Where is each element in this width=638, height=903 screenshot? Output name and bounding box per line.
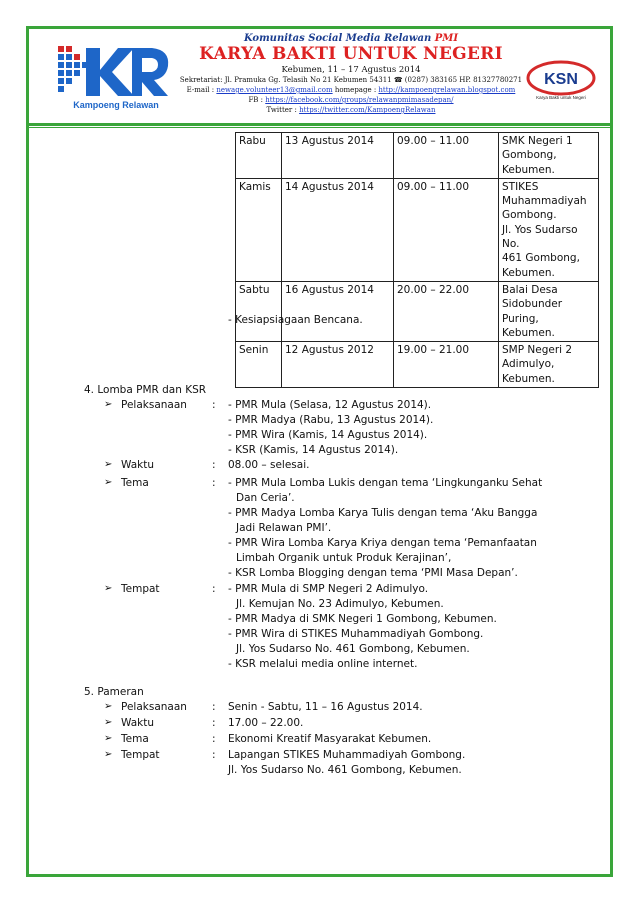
cell-time: 09.00 – 11.00 bbox=[394, 133, 499, 179]
tempat-line: Jl. Yos Sudarso No. 461 Gombong, Kebumen. bbox=[228, 764, 462, 776]
tempat-label: Tempat bbox=[121, 583, 160, 595]
waktu-value: 17.00 – 22.00. bbox=[228, 717, 304, 729]
tema-line: Limbah Organik untuk Produk Kerajinan’, bbox=[236, 552, 452, 564]
tempat-line: - PMR Mula di SMP Negeri 2 Adimulyo. bbox=[228, 583, 429, 595]
colon: : bbox=[212, 477, 216, 489]
cell-day: Kamis bbox=[236, 178, 282, 281]
pelaksanaan-label: Pelaksanaan bbox=[121, 399, 187, 411]
schedule-table-2 bbox=[235, 341, 599, 388]
waktu-label: Waktu bbox=[121, 717, 154, 729]
table-row bbox=[236, 133, 599, 179]
table-row bbox=[236, 342, 599, 388]
pelaksanaan-line: - PMR Wira (Kamis, 14 Agustus 2014). bbox=[228, 429, 428, 441]
colon: : bbox=[212, 583, 216, 595]
letterhead-title: KARYA BAKTI UNTUK NEGERI bbox=[199, 44, 503, 64]
bullet-arrow-icon: ➢ bbox=[104, 749, 113, 760]
tema-value: Ekonomi Kreatif Masyarakat Kebumen. bbox=[228, 733, 432, 745]
tema-line: - PMR Mula Lomba Lukis dengan tema ‘Lingkunganku Sehat bbox=[228, 477, 543, 489]
bullet-arrow-icon: ➢ bbox=[104, 459, 113, 470]
logo-right-text: KSN bbox=[544, 71, 578, 88]
community-name: Komunitas Social Media Relawan PMI bbox=[243, 33, 459, 44]
colon: : bbox=[212, 399, 216, 411]
tempat-line: - KSR melalui media online internet. bbox=[228, 658, 418, 670]
pelaksanaan-value: Senin - Sabtu, 11 – 16 Agustus 2014. bbox=[228, 701, 423, 713]
tempat-line: Jl. Kemujan No. 23 Adimulyo, Kebumen. bbox=[236, 598, 444, 610]
table-row bbox=[236, 178, 599, 281]
tempat-line: Lapangan STIKES Muhammadiyah Gombong. bbox=[228, 749, 466, 761]
cell-date: 13 Agustus 2014 bbox=[282, 133, 394, 179]
bullet-arrow-icon: ➢ bbox=[104, 583, 113, 594]
cell-time: 20.00 – 22.00 bbox=[394, 281, 499, 341]
tema-line: - KSR Lomba Blogging dengan tema ‘PMI Masa Depan’. bbox=[228, 567, 518, 579]
cell-date: 16 Agustus 2014 bbox=[282, 281, 394, 341]
bullet-arrow-icon: ➢ bbox=[104, 477, 113, 488]
colon: : bbox=[212, 459, 216, 471]
table-row bbox=[236, 281, 599, 341]
bullet-arrow-icon: ➢ bbox=[104, 733, 113, 744]
cell-place: SMP Negeri 2 Adimulyo, Kebumen. bbox=[499, 342, 599, 388]
tema-label: Tema bbox=[121, 477, 149, 489]
tempat-line: - PMR Madya di SMK Negeri 1 Gombong, Kebumen. bbox=[228, 613, 497, 625]
logo-right-caption: Karya Bakti untuk Negeri bbox=[536, 95, 586, 100]
cell-time: 09.00 – 11.00 bbox=[394, 178, 499, 281]
tema-label: Tema bbox=[121, 733, 149, 745]
tema-line: Jadi Relawan PMI’. bbox=[236, 522, 332, 534]
letterhead-twitter: Twitter : https://twitter.com/KampoengRelawan bbox=[266, 106, 436, 114]
header-rule-thin bbox=[29, 127, 610, 128]
logo-left-caption: Kampoeng Relawan bbox=[73, 100, 159, 110]
cell-day: Senin bbox=[236, 342, 282, 388]
tema-line: - PMR Madya Lomba Karya Tulis dengan tema ‘Aku Bangga bbox=[228, 507, 538, 519]
cell-date: 12 Agustus 2012 bbox=[282, 342, 394, 388]
fb-link[interactable]: https://facebook.com/groups/relawanpmimasadepan/ bbox=[265, 96, 454, 104]
cell-place: STIKES Muhammadiyah Gombong. Jl. Yos Sudarso No. 461 Gombong, Kebumen. bbox=[499, 178, 599, 281]
homepage-link[interactable]: http://kampoengrelawan.blogspot.com bbox=[378, 86, 516, 94]
section-4-heading: 4. Lomba PMR dan KSR bbox=[84, 384, 207, 396]
section-5-heading: 5. Pameran bbox=[84, 686, 144, 698]
colon: : bbox=[212, 733, 216, 745]
bullet-arrow-icon: ➢ bbox=[104, 399, 113, 410]
email-link[interactable]: newage.volunteer13@gmail.com bbox=[216, 86, 333, 94]
tema-line: Dan Ceria’. bbox=[236, 492, 295, 504]
pelaksanaan-line: - PMR Mula (Selasa, 12 Agustus 2014). bbox=[228, 399, 432, 411]
bullet-arrow-icon: ➢ bbox=[104, 717, 113, 728]
cell-time: 19.00 – 21.00 bbox=[394, 342, 499, 388]
cell-day: Rabu bbox=[236, 133, 282, 179]
header-rule bbox=[29, 123, 610, 126]
tempat-line: Jl. Yos Sudarso No. 461 Gombong, Kebumen. bbox=[236, 643, 470, 655]
pelaksanaan-line: - KSR (Kamis, 14 Agustus 2014). bbox=[228, 444, 399, 456]
letterhead-contacts: E-mail : newage.volunteer13@gmail.com homepage : http://kampoengrelawan.blogspot.com bbox=[186, 86, 516, 94]
cell-place: Balai Desa Sidobunder Puring, Kebumen. bbox=[499, 281, 599, 341]
cell-date: 14 Agustus 2014 bbox=[282, 178, 394, 281]
waktu-value: 08.00 – selesai. bbox=[228, 459, 310, 471]
cell-place: SMK Negeri 1 Gombong, Kebumen. bbox=[499, 133, 599, 179]
colon: : bbox=[212, 701, 216, 713]
letterhead-date: Kebumen, 11 – 17 Agustus 2014 bbox=[281, 65, 421, 75]
schedule-table-1 bbox=[235, 132, 599, 342]
tempat-line: - PMR Wira di STIKES Muhammadiyah Gombong. bbox=[228, 628, 484, 640]
twitter-link[interactable]: https://twitter.com/KampoengRelawan bbox=[299, 106, 436, 114]
pelaksanaan-label: Pelaksanaan bbox=[121, 701, 187, 713]
tema-line: - PMR Wira Lomba Karya Kriya dengan tema ‘Pemanfaatan bbox=[228, 537, 537, 549]
kampoeng-relawan-logo bbox=[56, 40, 176, 115]
colon: : bbox=[212, 749, 216, 761]
letterhead-fb: FB : https://facebook.com/groups/relawanpmimasadepan/ bbox=[248, 96, 454, 104]
kesiapsiagaan-label: - Kesiapsiagaan Bencana. bbox=[228, 314, 363, 326]
tempat-label: Tempat bbox=[121, 749, 160, 761]
cell-day: Sabtu bbox=[236, 281, 282, 341]
ksn-logo bbox=[526, 60, 596, 100]
pelaksanaan-line: - PMR Madya (Rabu, 13 Agustus 2014). bbox=[228, 414, 434, 426]
bullet-arrow-icon: ➢ bbox=[104, 701, 113, 712]
letterhead-address: Sekretariat: Jl. Pramuka Gg. Telasih No 21 Kebumen 54311 ☎ (0287) 383165 HP. 81327780271 bbox=[179, 76, 523, 84]
waktu-label: Waktu bbox=[121, 459, 154, 471]
colon: : bbox=[212, 717, 216, 729]
